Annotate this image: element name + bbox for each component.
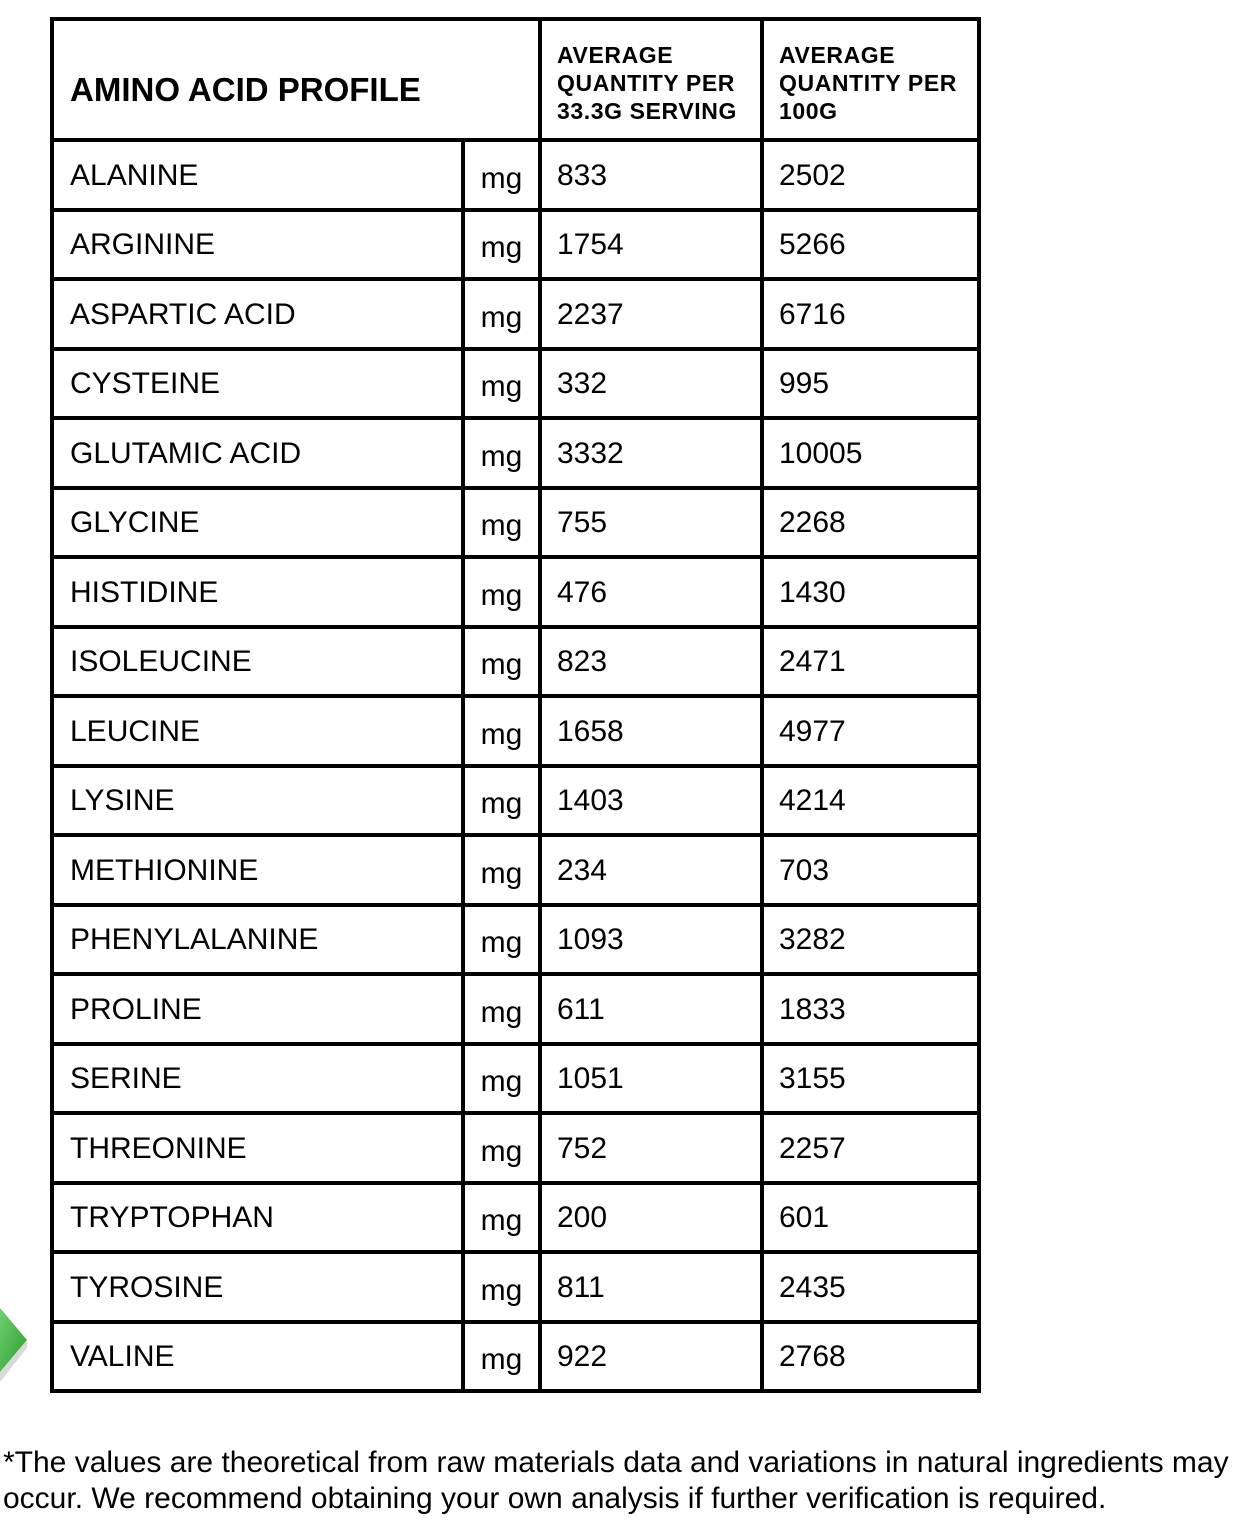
amino-acid-name: CYSTEINE [52,349,463,419]
serving-value: 755 [540,488,762,558]
per-100g-value: 5266 [762,210,979,280]
per-100g-value: 2257 [762,1113,979,1183]
table-body [52,140,979,1391]
table-row [52,835,979,905]
green-arrow-icon [0,1300,30,1385]
table-row [52,349,979,419]
serving-value: 1093 [540,905,762,975]
unit-label: mg [463,627,540,697]
table-row [52,1044,979,1114]
unit-label: mg [463,418,540,488]
serving-value: 1754 [540,210,762,280]
unit-label: mg [463,140,540,210]
table-row [52,1113,979,1183]
amino-acid-name: THREONINE [52,1113,463,1183]
unit-label: mg [463,210,540,280]
unit-label: mg [463,905,540,975]
table-row [52,488,979,558]
serving-value: 1051 [540,1044,762,1114]
serving-value: 823 [540,627,762,697]
per-100g-value: 703 [762,835,979,905]
per-100g-value: 4977 [762,696,979,766]
unit-label: mg [463,1044,540,1114]
amino-acid-table [50,17,981,1393]
unit-label: mg [463,1322,540,1392]
amino-acid-name: VALINE [52,1322,463,1392]
per-100g-value: 6716 [762,279,979,349]
amino-acid-name: TYROSINE [52,1252,463,1322]
table-row [52,627,979,697]
table-row [52,974,979,1044]
unit-label: mg [463,974,540,1044]
table-row [52,210,979,280]
table-row [52,766,979,836]
unit-label: mg [463,488,540,558]
amino-acid-name: LYSINE [52,766,463,836]
serving-value: 811 [540,1252,762,1322]
serving-value: 922 [540,1322,762,1392]
table-row [52,905,979,975]
amino-acid-name: HISTIDINE [52,557,463,627]
table-row [52,1183,979,1253]
unit-label: mg [463,696,540,766]
serving-value: 1658 [540,696,762,766]
per-100g-value: 2768 [762,1322,979,1392]
per-100g-value: 2435 [762,1252,979,1322]
per-100g-value: 601 [762,1183,979,1253]
unit-label: mg [463,1183,540,1253]
serving-value: 752 [540,1113,762,1183]
table-row [52,696,979,766]
per-100g-value: 2471 [762,627,979,697]
per-100g-value: 2268 [762,488,979,558]
per-100g-value: 10005 [762,418,979,488]
unit-label: mg [463,349,540,419]
unit-label: mg [463,1252,540,1322]
unit-label: mg [463,279,540,349]
amino-acid-name: ISOLEUCINE [52,627,463,697]
per-100g-value: 995 [762,349,979,419]
amino-acid-name: GLYCINE [52,488,463,558]
column-header-serving: AVERAGE QUANTITY PER 33.3G SERVING [540,19,762,140]
amino-acid-name: PROLINE [52,974,463,1044]
serving-value: 1403 [540,766,762,836]
table-row [52,1322,979,1392]
unit-label: mg [463,766,540,836]
table-row [52,557,979,627]
table-row [52,418,979,488]
amino-acid-name: ALANINE [52,140,463,210]
footnote-disclaimer: *The values are theoretical from raw materials data and variations in natural ingredients may occur. We recommend obtaining your own analysis if further verification is required. [3,1446,1229,1515]
per-100g-value: 4214 [762,766,979,836]
amino-acid-name: GLUTAMIC ACID [52,418,463,488]
table-header-row [52,19,979,140]
serving-value: 611 [540,974,762,1044]
amino-acid-name: METHIONINE [52,835,463,905]
serving-value: 332 [540,349,762,419]
per-100g-value: 3282 [762,905,979,975]
column-header-100g: AVERAGE QUANTITY PER 100G [762,19,979,140]
table-row [52,279,979,349]
amino-acid-name: TRYPTOPHAN [52,1183,463,1253]
table-row [52,140,979,210]
per-100g-value: 1833 [762,974,979,1044]
per-100g-value: 3155 [762,1044,979,1114]
amino-acid-name: ASPARTIC ACID [52,279,463,349]
per-100g-value: 2502 [762,140,979,210]
serving-value: 234 [540,835,762,905]
serving-value: 476 [540,557,762,627]
serving-value: 2237 [540,279,762,349]
serving-value: 200 [540,1183,762,1253]
unit-label: mg [463,835,540,905]
serving-value: 833 [540,140,762,210]
amino-acid-name: PHENYLALANINE [52,905,463,975]
table-row [52,1252,979,1322]
amino-acid-name: ARGININE [52,210,463,280]
table-title: AMINO ACID PROFILE [52,19,540,140]
serving-value: 3332 [540,418,762,488]
unit-label: mg [463,1113,540,1183]
per-100g-value: 1430 [762,557,979,627]
amino-acid-name: SERINE [52,1044,463,1114]
unit-label: mg [463,557,540,627]
amino-acid-name: LEUCINE [52,696,463,766]
